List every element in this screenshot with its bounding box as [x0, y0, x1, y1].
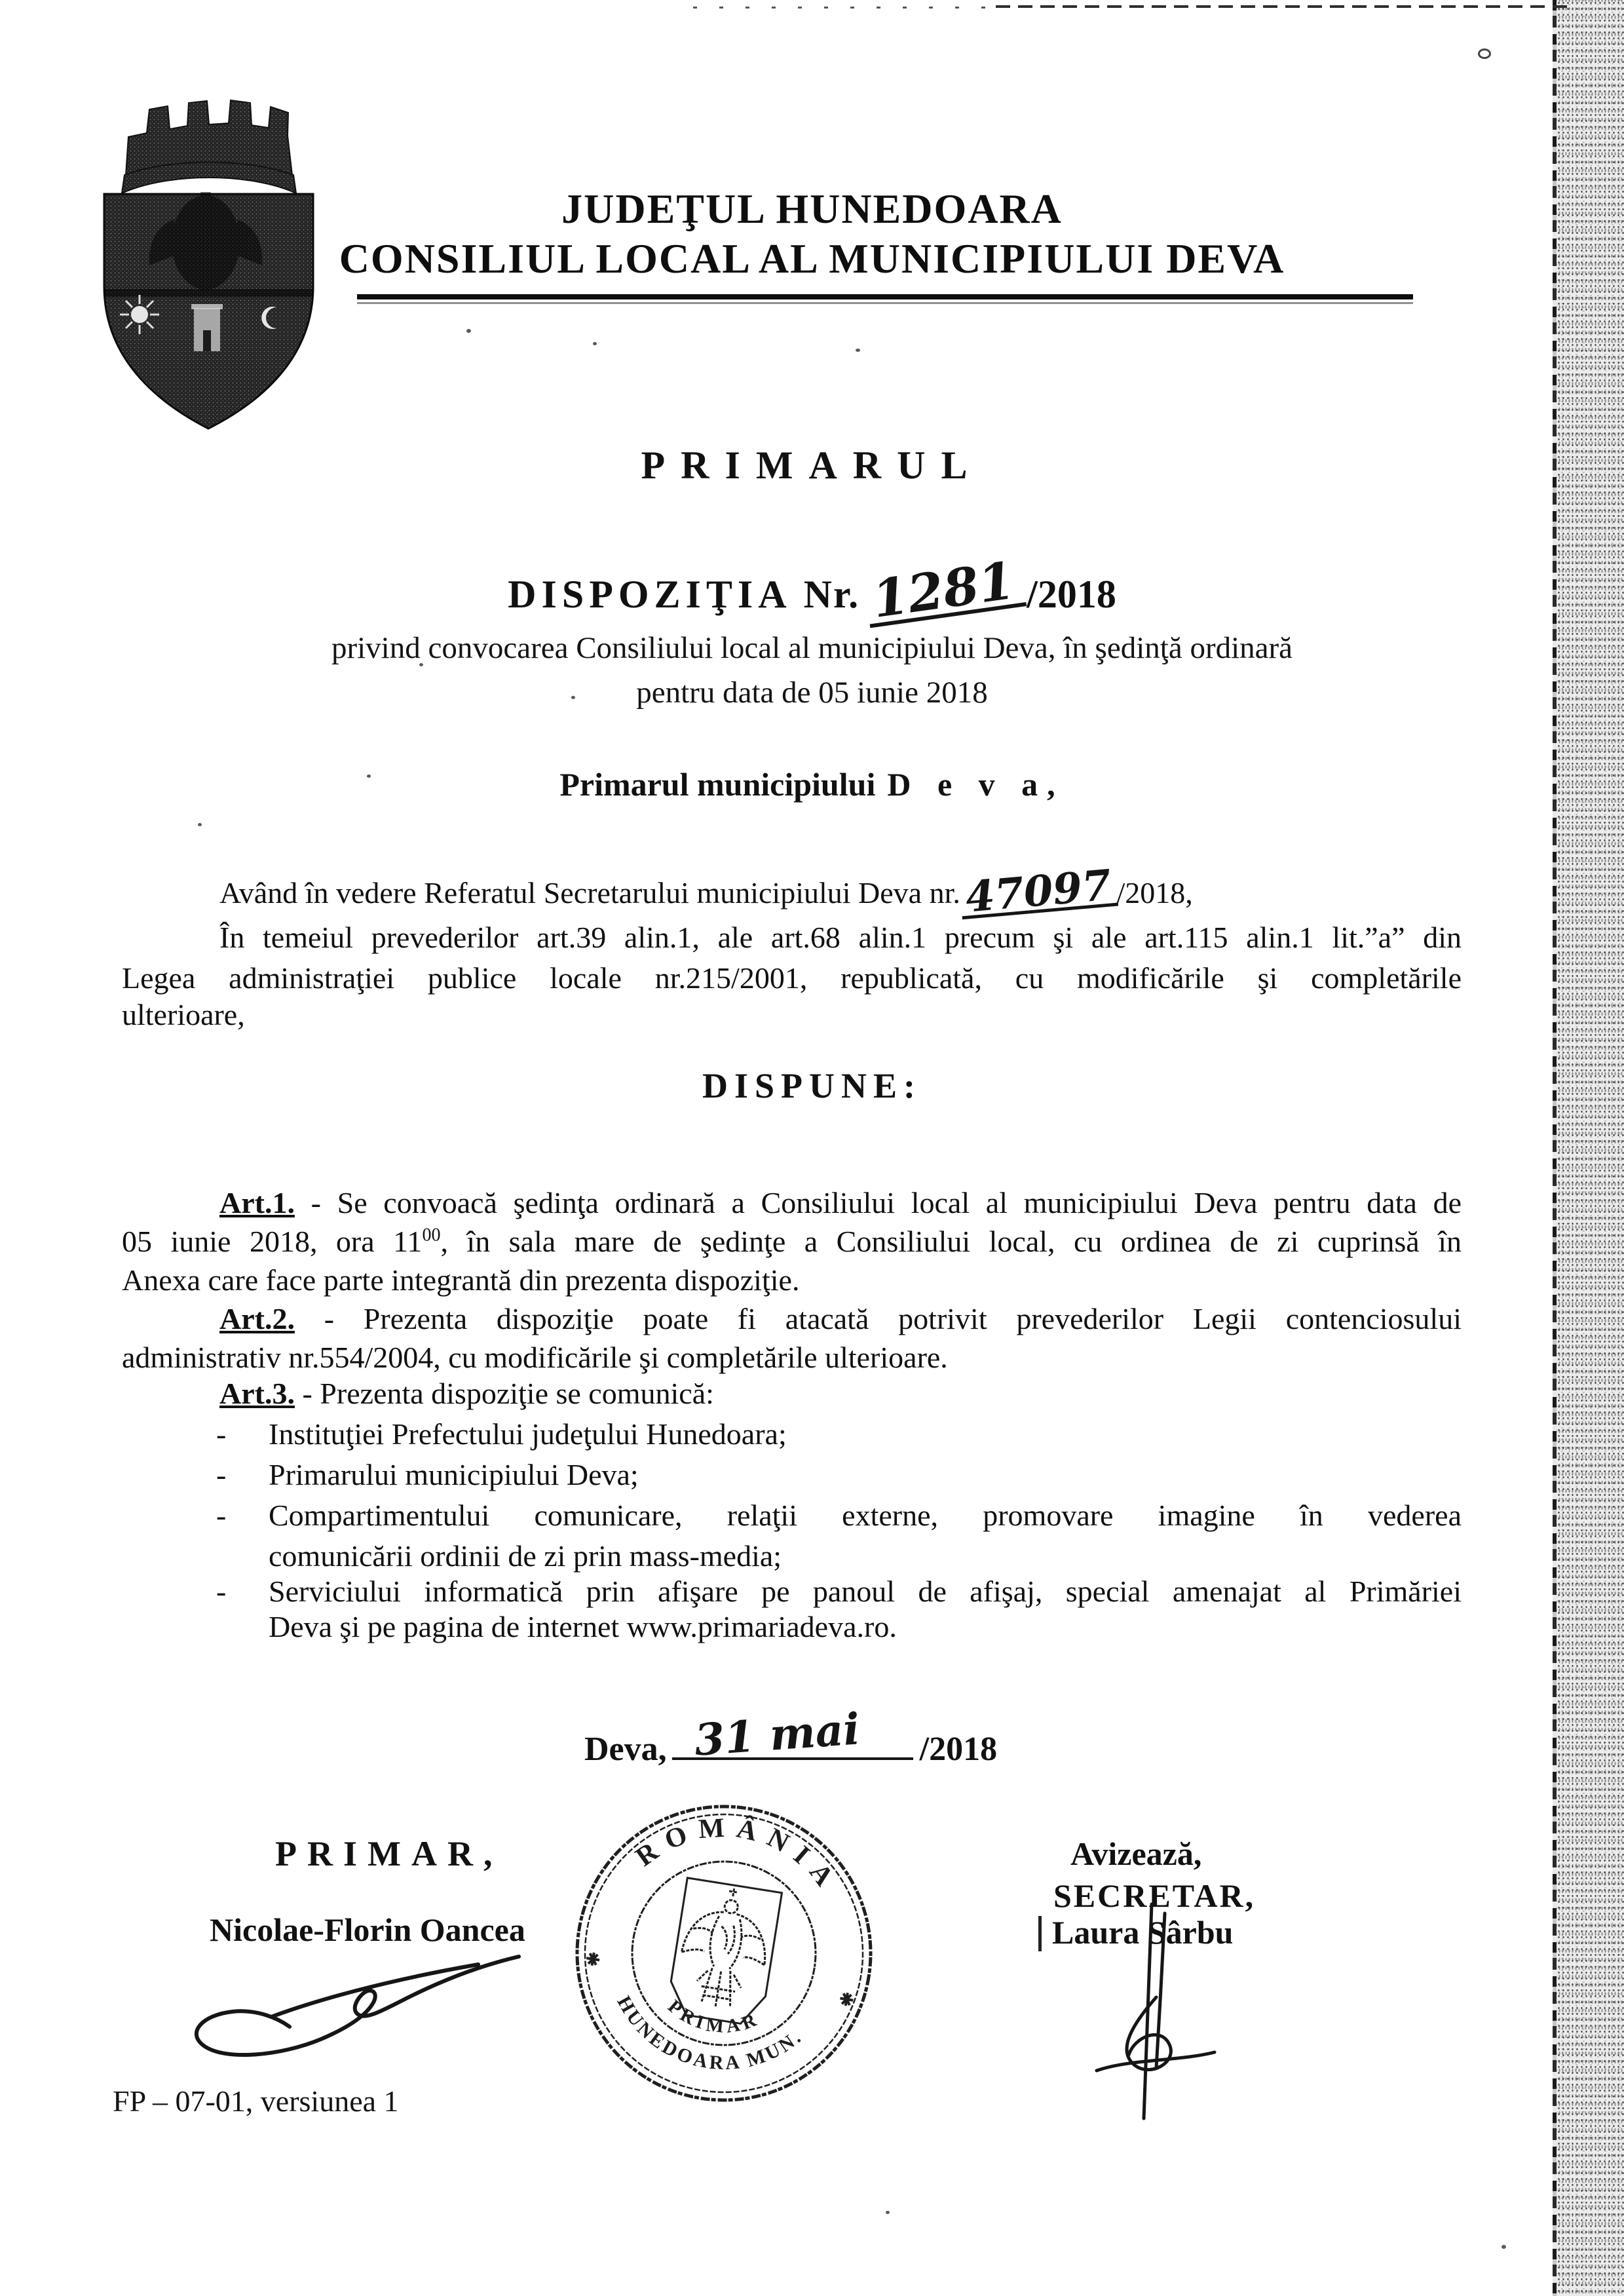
scanner-noise-band: [1557, 0, 1624, 2296]
art1-line2: [122, 1221, 1462, 1262]
scan-bar-artifact: [1038, 1916, 1042, 1951]
art3-line1-text: - Prezenta dispoziţie se comunică:: [302, 1377, 714, 1410]
scan-speck: [1501, 2245, 1506, 2249]
bullet-dash: -: [216, 1458, 227, 1491]
art3-line1: [122, 1373, 1462, 1414]
scan-speck: [856, 349, 860, 352]
disposition-nr-label: Nr.: [803, 573, 860, 616]
referat-number-handwritten: 47097: [959, 868, 1118, 920]
seal-country-text: ROMÂNIA: [630, 1812, 846, 1900]
art1-line3: Anexa care face parte integrantă din prezenta dispoziţie.: [122, 1263, 800, 1297]
bullet-3-line1: Compartimentului comunicare, relaţii externe, promovare imagine în vederea: [269, 1499, 1462, 1532]
bullet-dash: -: [216, 1499, 227, 1532]
salutation-prefix: Primarul municipiului: [559, 766, 876, 803]
seal-star-icon: [839, 1992, 854, 2007]
secretary-signature: [1078, 1899, 1236, 2125]
bullet-4-line2: Deva şi pe pagina de internet www.primariadeva.ro.: [269, 1610, 897, 1643]
art2-line1-text: - Prezenta dispoziţie poate fi atacată potrivit prevederilor Legii contenciosului: [324, 1302, 1462, 1335]
art3-label: Art.3.: [219, 1377, 295, 1410]
office-title: PRIMARUL: [641, 444, 983, 487]
approve-label: Avizează,: [1070, 1835, 1202, 1872]
sun-icon: [120, 295, 159, 334]
scan-fold-dotted-line: [693, 7, 996, 9]
salutation-line: [0, 765, 1624, 803]
header-divider-echo: [357, 302, 1413, 304]
seal-star-icon: [586, 1951, 601, 1966]
art2-line2: administrativ nr.554/2004, cu modificările şi completările ulterioare.: [122, 1341, 948, 1374]
closing-date-line: [584, 1703, 998, 1769]
preamble-ulterioare-line: ulterioare,: [122, 998, 245, 1031]
closing-year: /2018: [919, 1731, 998, 1768]
bullet-dash: -: [216, 1575, 227, 1608]
bullet-4-line1: Serviciului informatică prin afişare pe panoul de afişaj, special amenajat al Primăriei: [269, 1575, 1462, 1608]
tower-icon: [191, 304, 223, 351]
dispune-heading: DISPUNE:: [702, 1066, 922, 1105]
form-code: FP – 07-01, versiunea 1: [113, 2084, 399, 2118]
referat-prefix: Având în vedere Referatul Secretarului municipiului Deva nr.: [219, 876, 960, 909]
art2-line1: [122, 1299, 1462, 1339]
art2-label: Art.2.: [219, 1302, 295, 1335]
secretary-name: Laura Sârbu: [1052, 1914, 1234, 1951]
scanner-noise-band-edge: [1553, 0, 1557, 2296]
mayor-role-label: PRIMAR,: [275, 1834, 503, 1873]
mayor-name: Nicolae-Florin Oancea: [210, 1911, 525, 1948]
seal-ring-text: JUD. HUNEDOARA MUN. DEVA: [613, 1935, 813, 2075]
art1-line2-pre: 05 iunie 2018, ora 11: [122, 1225, 423, 1258]
mural-crown-icon: [122, 100, 296, 193]
bullet-1: Instituţiei Prefectului judeţului Hunedoara;: [269, 1417, 787, 1451]
referat-suffix: /2018,: [1116, 876, 1193, 909]
seal-inner-text: PRIMAR: [664, 1995, 763, 2038]
scan-speck: [466, 329, 471, 333]
bullet-2: Primarului municipiului Deva;: [269, 1458, 639, 1491]
disposition-year: /2018: [1027, 573, 1116, 616]
disposition-title: DISPOZIŢIA: [508, 573, 792, 616]
art1-line2-post: , în sala mare de şedinţe a Consiliului local, cu ordinea de zi cuprinsă în: [440, 1225, 1462, 1258]
preamble-referat-line: [219, 860, 1193, 923]
art1-line1-text: - Se convoacă şedinţa ordinară a Consiliului local al municipiului Deva pentru data de: [311, 1186, 1462, 1219]
scan-speck: [198, 823, 202, 826]
disposition-subtitle-1: privind convocarea Consiliului local al municipiului Deva, în şedinţă ordinară: [331, 631, 1293, 665]
closing-date-handwritten: 31 mai: [692, 1703, 861, 1766]
header-divider: [357, 294, 1413, 299]
closing-place: Deva,: [584, 1731, 667, 1768]
disposition-number-handwritten: 1281: [863, 557, 1027, 628]
disposition-title-row: [0, 550, 1624, 630]
secretary-role-label: SECRETAR,: [1053, 1877, 1256, 1914]
preamble-legea-line: Legea administraţiei publice locale nr.215/2001, republicată, cu modificările şi completările: [122, 961, 1462, 995]
salutation-city: D e v a,: [887, 766, 1065, 803]
closing-date-underline: [672, 1703, 913, 1766]
header-county: JUDEŢUL HUNEDOARA: [561, 185, 1063, 232]
art1-label: Art.1.: [219, 1186, 295, 1219]
preamble-temeiul-line: În temeiul prevederilor art.39 alin.1, ale art.68 alin.1 precum şi ale art.115 alin.1 lit.”a” din: [219, 921, 1462, 954]
header-council: CONSILIUL LOCAL AL MUNICIPIULUI DEVA: [339, 235, 1285, 282]
scan-speck: [1478, 48, 1491, 59]
bullet-dash: -: [216, 1417, 227, 1451]
scan-fold-dashed-line: [996, 5, 1567, 8]
bullet-3-line2: comunicării ordinii de zi prin mass-media;: [269, 1539, 782, 1573]
scan-speck: [593, 342, 597, 345]
art1-hour-superscript: 00: [422, 1225, 441, 1246]
scan-speck: [886, 2211, 890, 2214]
official-seal: [571, 1801, 877, 2106]
disposition-subtitle-2: pentru data de 05 iunie 2018: [636, 676, 988, 710]
art1-line1: [122, 1183, 1462, 1223]
mayor-signature: [172, 1938, 529, 2079]
